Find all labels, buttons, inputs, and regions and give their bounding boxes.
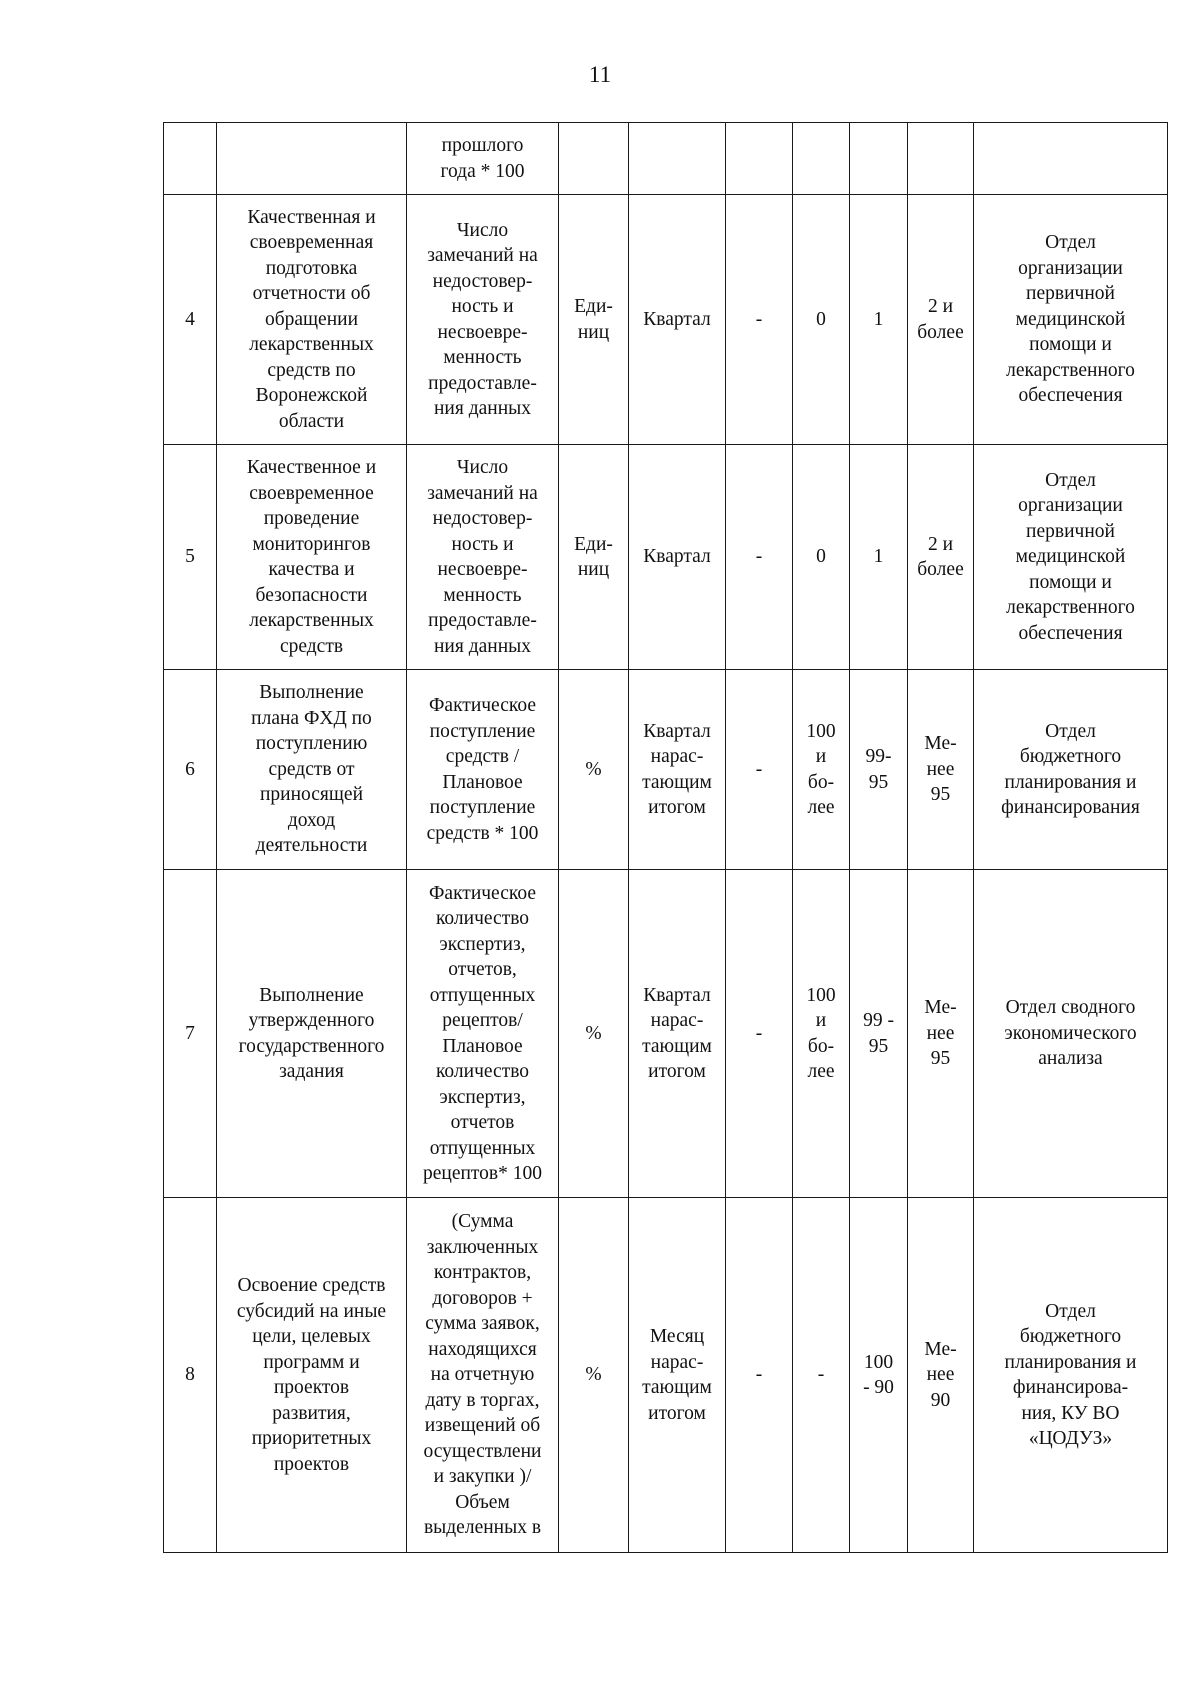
cell-value-2: 100 и бо- лее [793,670,850,870]
cell-formula: Число замечаний на недостовер- ность и несвоевре- менность предоставле- ния данных [407,445,559,670]
cell-value-1: - [726,445,793,670]
cell-name: Выполнение утвержденного государственного задания [217,870,407,1198]
cell-name: Выполнение плана ФХД по поступлению средств от приносящей доход деятельности [217,670,407,870]
cell-unit: % [559,870,629,1198]
cell-value-2: 100 и бо- лее [793,870,850,1198]
cell-value-2: 0 [793,195,850,445]
cell-responsible: Отдел бюджетного планирования и финансирования [974,670,1168,870]
page-number: 11 [588,62,612,87]
cell-value-3 [850,123,908,195]
table-row [164,195,1168,445]
cell-value-3: 1 [850,445,908,670]
cell-unit [559,123,629,195]
cell-responsible: Отдел бюджетного планирования и финансирова- ния, КУ ВО «ЦОДУЗ» [974,1198,1168,1553]
cell-name: Качественная и своевременная подготовка отчетности об обращении лекарственных средств по Воронежской области [217,195,407,445]
cell-name: Освоение средств субсидий на иные цели, целевых программ и проектов развития, приоритетных проектов [217,1198,407,1553]
cell-num: 5 [164,445,217,670]
cell-formula: Фактическое поступление средств / Плановое поступление средств * 100 [407,670,559,870]
cell-unit: % [559,1198,629,1553]
cell-unit: % [559,670,629,870]
cell-period: Квартал нарас- тающим итогом [629,870,726,1198]
table-row [164,445,1168,670]
table-row [164,870,1168,1198]
cell-responsible: Отдел сводного экономического анализа [974,870,1168,1198]
cell-period: Квартал [629,445,726,670]
cell-num [164,123,217,195]
cell-formula: (Сумма заключенных контрактов, договоров + сумма заявок, находящихся на отчетную дату в торгах, извещений об осуществлени и закупки )/ Объем выделенных в [407,1198,559,1553]
cell-num: 8 [164,1198,217,1553]
cell-value-1: - [726,1198,793,1553]
cell-value-3: 99 - 95 [850,870,908,1198]
cell-num: 4 [164,195,217,445]
cell-period: Месяц нарас- тающим итогом [629,1198,726,1553]
cell-name [217,123,407,195]
cell-value-4: 2 и более [908,195,974,445]
cell-value-4: Ме- нее 95 [908,870,974,1198]
cell-responsible [974,123,1168,195]
cell-value-3: 100 - 90 [850,1198,908,1553]
cell-value-3: 99- 95 [850,670,908,870]
table-row [164,670,1168,870]
cell-formula: прошлого года * 100 [407,123,559,195]
table-row [164,1198,1168,1553]
cell-value-1: - [726,670,793,870]
cell-responsible: Отдел организации первичной медицинской помощи и лекарственного обеспечения [974,445,1168,670]
cell-value-4 [908,123,974,195]
indicators-table [163,122,1168,1553]
cell-value-3: 1 [850,195,908,445]
cell-value-1: - [726,195,793,445]
cell-responsible: Отдел организации первичной медицинской помощи и лекарственного обеспечения [974,195,1168,445]
table-row [164,123,1168,195]
cell-value-4: Ме- нее 95 [908,670,974,870]
cell-value-4: Ме- нее 90 [908,1198,974,1553]
cell-num: 7 [164,870,217,1198]
cell-period: Квартал [629,195,726,445]
cell-name: Качественное и своевременное проведение мониторингов качества и безопасности лекарственных средств [217,445,407,670]
cell-value-2: 0 [793,445,850,670]
cell-period [629,123,726,195]
cell-period: Квартал нарас- тающим итогом [629,670,726,870]
cell-value-1 [726,123,793,195]
cell-formula: Фактическое количество экспертиз, отчетов, отпущенных рецептов/ Плановое количество экспертиз, отчетов отпущенных рецептов* 100 [407,870,559,1198]
cell-value-4: 2 и более [908,445,974,670]
cell-value-2: - [793,1198,850,1553]
cell-formula: Число замечаний на недостовер- ность и несвоевре- менность предоставле- ния данных [407,195,559,445]
cell-num: 6 [164,670,217,870]
cell-value-2 [793,123,850,195]
cell-unit: Еди- ниц [559,445,629,670]
cell-value-1: - [726,870,793,1198]
cell-unit: Еди- ниц [559,195,629,445]
